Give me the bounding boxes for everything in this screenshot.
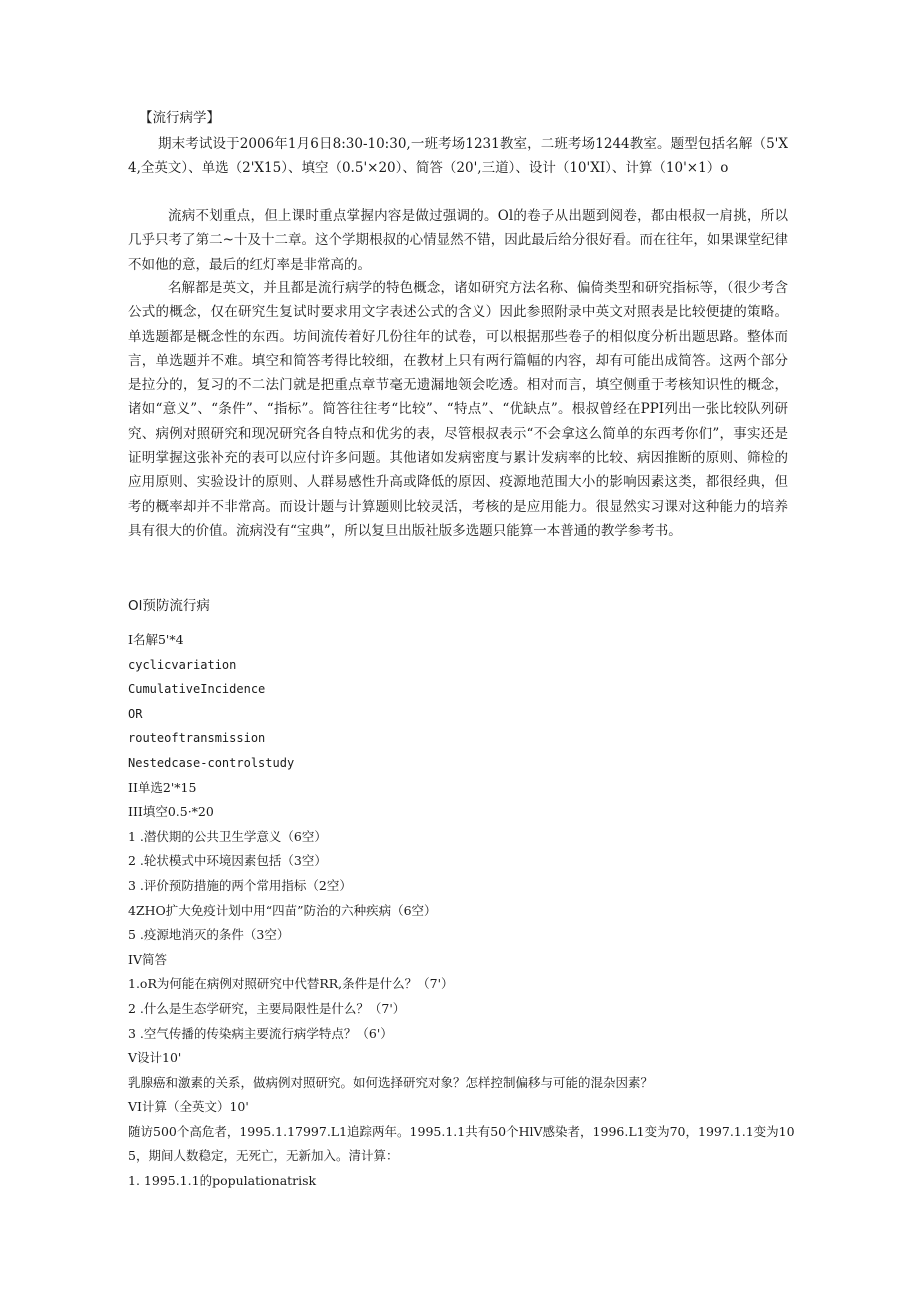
list-item: 3 .评价预防措施的两个常用指标（2空） (128, 877, 352, 893)
list-item: 随访500个高危者，1995.1.17997.L1追踪两年。1995.1.1共有50个HlV感染者，1996.L1变为70，1997.1.1变为105，期间人数稳定，无死亡，无新加入。清计算： (128, 1123, 795, 1164)
list-item: 5 .疫源地消灭的条件（3空） (128, 927, 290, 943)
list-item: 2 .轮状模式中环境因素包括（3空） (128, 853, 327, 869)
list-item: IV简答 (128, 951, 167, 967)
list-item: routeoftransmission (128, 731, 266, 746)
exam-info-paragraph: 期末考试设于2006年1月6日8:30-10:30,一班考场1231教室，二班考场1244教室。题型包括名解（5'X4,全英文）、单选（2'X15）、填空（0.5'×20）、简答（20',三道）、设计（10'XI）、计算（10'×1）o (128, 136, 788, 177)
list-item: Nestedcase-controlstudy (128, 755, 295, 770)
list-item: 乳腺癌和激素的关系，做病例对照研究。如何选择研究对象？怎样控制偏移与可能的混杂因素？ (128, 1074, 654, 1090)
list-item: VI计算（全英文）10' (128, 1099, 249, 1115)
list-item: CumulativeIncidence (128, 682, 266, 697)
list-item: 1.oR为何能在病例对照研究中代替RR,条件是什么？（7'） (128, 976, 454, 992)
document-heading: 【流行病学】 (139, 110, 220, 126)
list-item: cyclicvariation (128, 657, 237, 672)
exam-question-list (128, 628, 798, 1194)
list-item: II单选2'*15 (128, 779, 197, 795)
list-item: 1. 1995.1.1的populationatrisk (128, 1173, 317, 1189)
key-points-paragraph: 流病不划重点，但上课时重点掌握内容是做过强调的。Ol的卷子从出题到阅卷，都由根叔一肩挑，所以几乎只考了第二~十及十二章。这个学期根叔的心情显然不错，因此最后给分很好看。而在往年，如果课堂纪律不如他的意，最后的红灯率是非常高的。 (128, 208, 788, 273)
question-types-paragraph: 名解都是英文，并且都是流行病学的特色概念，诸如研究方法名称、偏倚类型和研究指标等，（很少考含公式的概念，仅在研究生复试时要求用文字表述公式的含义）因此参照附录中英文对照表是比较便捷的策略。单选题都是概念性的东西。坊间流传着好几份往年的试卷，可以根据那些卷子的相似度分析出题思路。整体而言，单选题并不难。填空和简答考得比较细，在教材上只有两行篇幅的内容，却有可能出成简答。这两个部分是拉分的，复习的不二法门就是把重点章节毫无遗漏地领会吃透。相对而言，填空侧重于考核知识性的概念，诸如“意义”、“条件”、“指标”。简答往往考“比较”、“特点”、“优缺点”。根叔曾经在PPI列出一张比较队列研究、病例对照研究和现况研究各自特点和优劣的表，尽管根叔表示“不会拿这么简单的东西考你们”，事实还是证明掌握这张补充的表可以应付许多问题。其他诸如发病密度与累计发病率的比较、病因推断的原则、筛检的应用原则、实验设计的原则、人群易感性升高或降低的原因、疫源地范围大小的影响因素这类，都很经典，但考的概率却并不非常高。而设计题与计算题则比较灵活，考核的是应用能力。很显然实习课对这种能力的培养具有很大的价值。流病没有“宝典”，所以复旦出版社版多选题只能算一本普通的教学参考书。 (128, 280, 788, 539)
list-item: OR (128, 706, 143, 721)
list-item: 3 .空气传播的传染病主要流行病学特点？（6'） (128, 1025, 393, 1041)
list-item: V设计10' (128, 1050, 182, 1066)
list-item: III填空0.5·*20 (128, 804, 214, 820)
list-item: 4ZHO扩大免疫计划中用“四苗”防治的六种疾病（6空） (128, 902, 437, 918)
list-item: I名解5'*4 (128, 632, 184, 647)
section-title: Ol预防流行病 (128, 598, 210, 614)
list-item: 1 .潜伏期的公共卫生学意义（6空） (128, 828, 327, 844)
list-item: 2 .什么是生态学研究，主要局限性是什么？（7'） (128, 1000, 406, 1016)
